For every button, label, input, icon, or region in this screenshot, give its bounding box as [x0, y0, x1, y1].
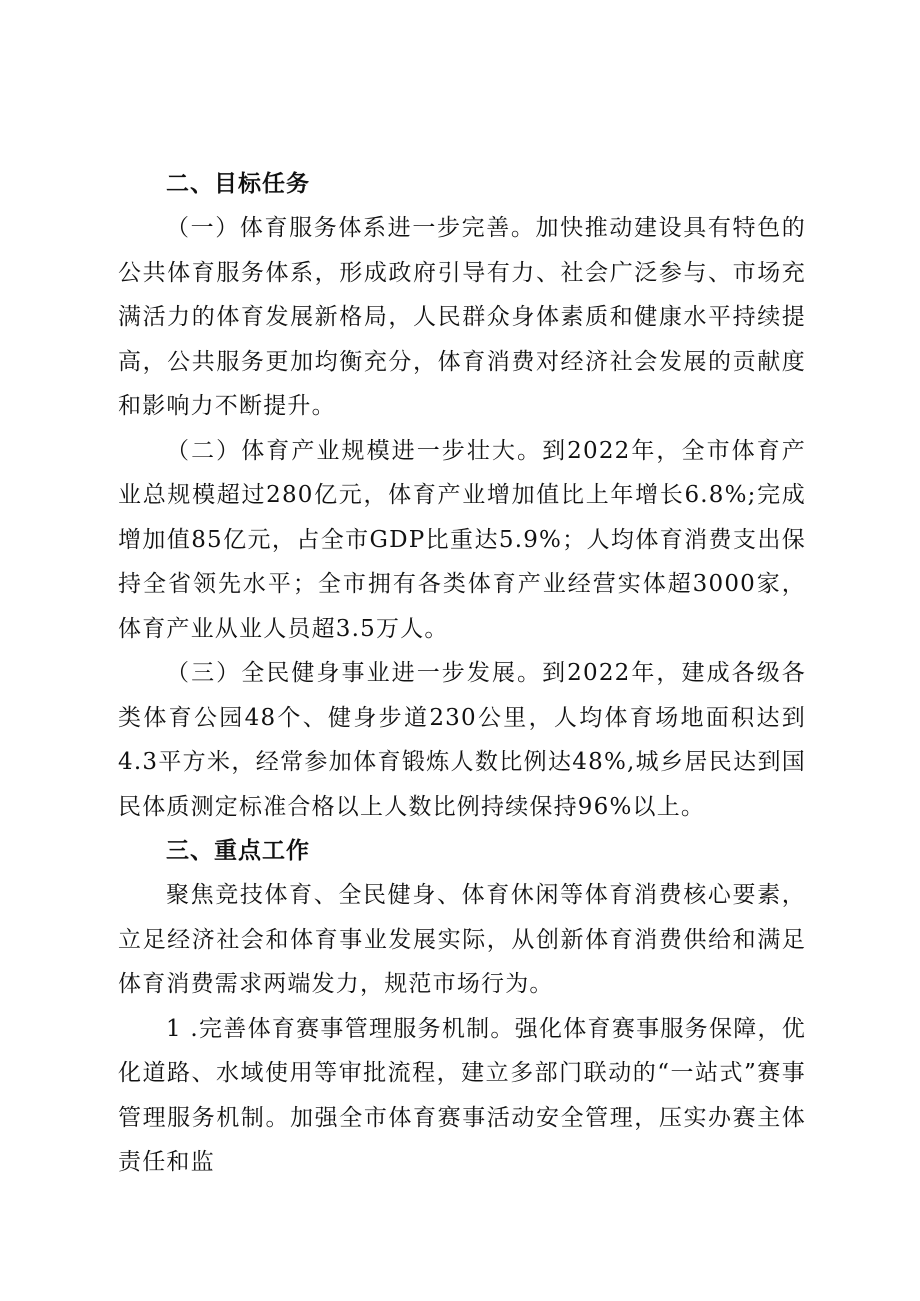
- section-heading-goals: 二、目标任务: [166, 171, 310, 197]
- document-body: [118, 158, 806, 1185]
- paragraph-sports-service: （一）体育服务体系进一步完善。加快推动建设具有特色的公共体育服务体系，形成政府引导有力、社会广泛参与、市场充满活力的体育发展新格局，人民群众身体素质和健康水平持续提高，公共服务更加均衡充分，体育消费对经济社会发展的贡献度和影响力不断提升。: [118, 215, 806, 419]
- paragraph-sports-industry: （二）体育产业规模进一步壮大。到2022年，全市体育产业总规模超过280亿元，体育产业增加值比上年增长6.8%;完成增加值85亿元，占全市GDP比重达5.9%；人均体育消费支出保持全省领先水平；全市拥有各类体育产业经营实体超3000家，体育产业从业人员超3.5万人。: [118, 437, 806, 642]
- paragraph-national-fitness: （三）全民健身事业进一步发展。到2022年，建成各级各类体育公园48个、健身步道230公里，人均体育场地面积达到4.3平方米，经常参加体育锻炼人数比例达48%,城乡居民达到国民体质测定标准合格以上人数比例持续保持96%以上。: [118, 660, 806, 820]
- paragraph-key-work-intro: 聚焦竞技体育、全民健身、体育休闲等体育消费核心要素，立足经济社会和体育事业发展实际，从创新体育消费供给和满足体育消费需求两端发力，规范市场行为。: [118, 882, 806, 997]
- section-heading-key-work: 三、重点工作: [166, 838, 310, 864]
- paragraph-event-management: 1 .完善体育赛事管理服务机制。强化体育赛事服务保障，优化道路、水域使用等审批流程，建立多部门联动的“一站式”赛事管理服务机制。加强全市体育赛事活动安全管理，压实办赛主体责任和监: [118, 1015, 806, 1175]
